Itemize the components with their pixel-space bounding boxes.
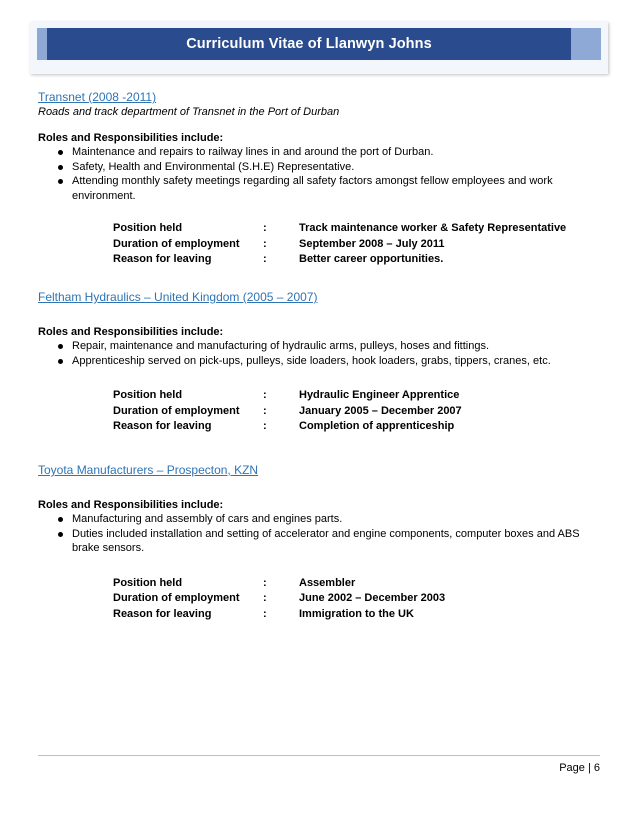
page-number: Page | 6 (559, 762, 600, 774)
reason-value: Completion of apprenticeship (299, 420, 455, 432)
job-section-toyota (38, 463, 598, 622)
job-section-transnet (38, 90, 598, 268)
duration-value: January 2005 – December 2007 (299, 404, 462, 417)
job-section-feltham (38, 290, 598, 435)
footer-divider (38, 755, 600, 756)
duration-label: Duration of employment (113, 237, 240, 250)
list-item: Safety, Health and Environmental (S.H.E) Representative. (38, 160, 598, 175)
company-heading: Transnet (2008 -2011) (38, 90, 157, 104)
list-item: Maintenance and repairs to railway lines in and around the port of Durban. (38, 145, 598, 160)
company-subtitle: Roads and track department of Transnet in the Port of Durban (38, 106, 340, 118)
list-item: Duties included installation and setting of accelerator and engine components, computer boxes and ABS brake sensors. (38, 527, 598, 556)
list-item: Attending monthly safety meetings regarding all safety factors amongst fellow employees and work environment. (38, 174, 598, 203)
position-value: Track maintenance worker & Safety Representative (299, 222, 567, 234)
position-label: Position held (113, 222, 183, 234)
list-item: Manufacturing and assembly of cars and engines parts. (38, 512, 598, 527)
position-value: Hydraulic Engineer Apprentice (299, 389, 460, 401)
bullet-icon (58, 179, 63, 184)
company-heading: Toyota Manufacturers – Prospecton, KZN (38, 463, 259, 477)
responsibilities-list (38, 512, 598, 556)
list-item: Repair, maintenance and manufacturing of hydraulic arms, pulleys, hoses and fittings. (38, 339, 598, 354)
company-heading: Feltham Hydraulics – United Kingdom (2005 – 2007) (38, 290, 318, 304)
duration-value: September 2008 – July 2011 (299, 237, 445, 250)
roles-heading: Roles and Responsibilities include: (38, 132, 224, 144)
document-title: Curriculum Vitae of Llanwyn Johns (186, 36, 432, 52)
list-item: Apprenticeship served on pick-ups, pulleys, side loaders, hook loaders, grabs, tippers, cranes, etc. (38, 354, 598, 369)
bullet-icon (58, 517, 63, 522)
roles-heading: Roles and Responsibilities include: (38, 499, 224, 511)
position-label: Position held (113, 576, 183, 589)
responsibilities-list (38, 339, 598, 368)
reason-value: Immigration to the UK (299, 607, 414, 620)
position-value: Assembler (299, 576, 356, 589)
separator-colon: : (263, 420, 267, 432)
reason-label: Reason for leaving (113, 607, 212, 620)
reason-label: Reason for leaving (113, 420, 212, 432)
bullet-icon (58, 359, 63, 364)
separator-colon: : (263, 222, 267, 234)
separator-colon: : (263, 389, 267, 401)
separator-colon: : (263, 237, 267, 250)
header-banner (37, 28, 601, 60)
roles-heading: Roles and Responsibilities include: (38, 326, 224, 338)
bullet-icon (58, 165, 63, 170)
bullet-icon (58, 150, 63, 155)
bullet-icon (58, 344, 63, 349)
duration-label: Duration of employment (113, 404, 240, 417)
duration-value: June 2002 – December 2003 (299, 592, 446, 604)
position-label: Position held (113, 389, 183, 401)
separator-colon: : (263, 404, 267, 417)
duration-label: Duration of employment (113, 592, 240, 604)
separator-colon: : (263, 607, 267, 620)
separator-colon: : (263, 253, 267, 265)
separator-colon: : (263, 592, 267, 604)
employment-details (113, 576, 445, 623)
responsibilities-list (38, 145, 598, 203)
employment-details (113, 388, 462, 435)
employment-details (113, 221, 566, 268)
bullet-icon (58, 532, 63, 537)
reason-value: Better career opportunities. (299, 253, 444, 265)
reason-label: Reason for leaving (113, 253, 212, 265)
separator-colon: : (263, 576, 267, 589)
